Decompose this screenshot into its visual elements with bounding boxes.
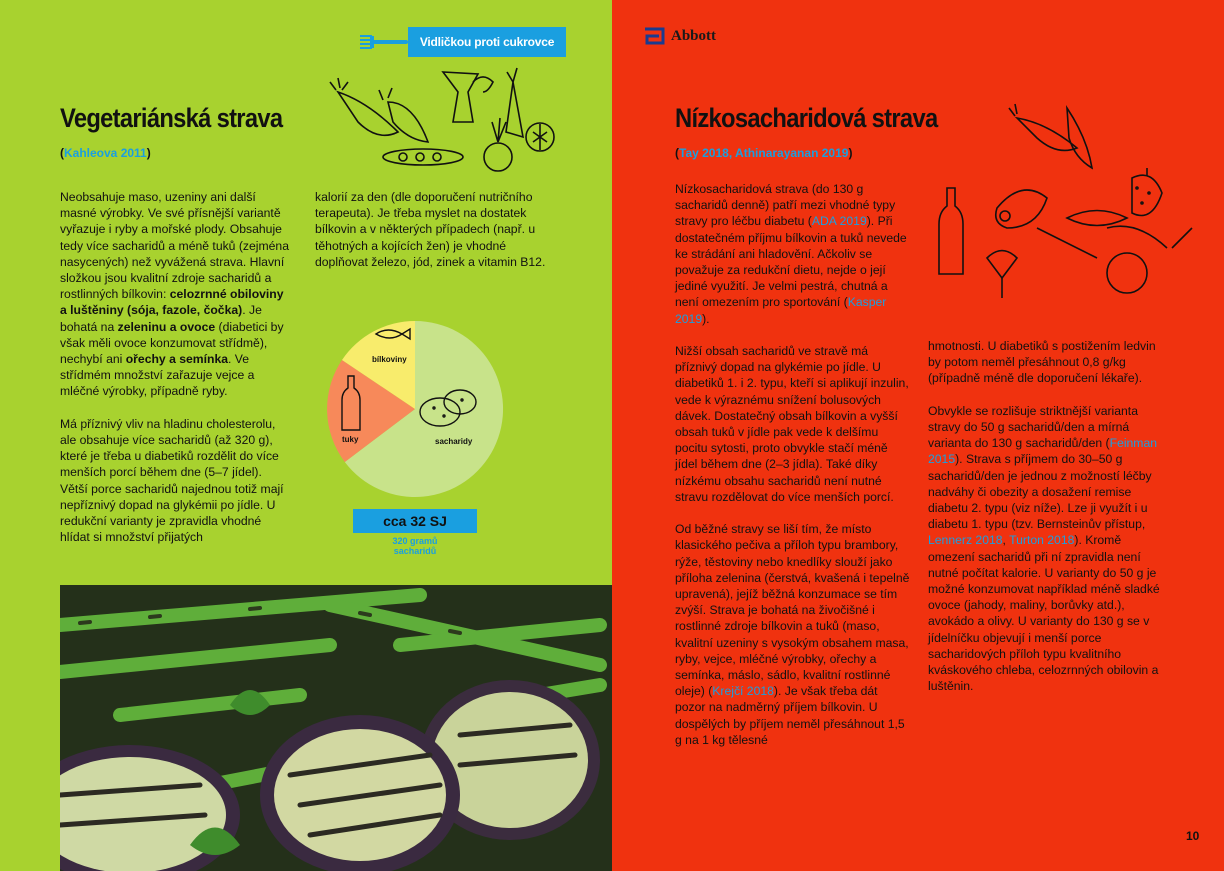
paragraph [928,403,1166,695]
carbs-note-line: 320 gramů [392,536,438,546]
paragraph: hmotnosti. U diabetiků s postižením ledvin by potom neměl přesáhnout 0,8 g/kg (případně méně dle doporučení lékaře). [928,339,1156,386]
text-span: ). Při dostatečném příjmu bílkovin a tuků nevede ke strádání ani hladovění. Ačkoliv se považuje za redukční dietu, nejde o její jediné využití. Je velmi pestrá, chutná a není omezením pro sportování ( [675,214,907,310]
right-column-1 [675,181,911,764]
text-span: . Ve střídmém množství zařazuje vejce a mléčné výrobky, případně ryby. [60,352,255,399]
section-reference [60,146,151,160]
ref-open: ( [60,146,64,160]
citation-link[interactable]: Turton 2018 [1009,533,1075,548]
page-number: 10 [1186,829,1200,843]
ref-close: ) [146,146,151,160]
citation-link[interactable]: Lennerz 2018 [928,533,1003,548]
paragraph: Nižší obsah sacharidů ve stravě má příznivý dopad na glykémie po jídle. U diabetiků 1. i 2. typu, kteří si aplikují inzulin, vede k výraznému snížení bolusových dávek. Dostatečný obsah bílkovin a vyšší obsah tuků v jídle pak vede k delšímu pocitu sytosti, proto obvykle stačí méně jídel během dne (2–3 jídla). Také díky nízkému obsahu sacharidů není nutné stravu rozdělovat do více menších porcí. [675,344,909,504]
citation-link[interactable]: Feinman 2015 [928,436,1158,467]
text-span: . Je bohatá na [60,303,262,334]
energy-badge: cca 32 SJ [353,509,477,533]
section-title: Nízkosacharidová strava [675,103,938,133]
text-span: Nízkosacharidová strava (do 130 g sacharidů denně) patří mezi vhodné typy stravy pro léčbu diabetu ( [675,182,896,229]
text-span: Obvykle se rozlišuje striktnější varianta stravy do 50 g sacharidů/den a mírná varianta do 130 g sacharidů/den ( [928,403,1138,451]
citation-link[interactable]: ADA 2019 [811,214,867,229]
right-column-2 [928,338,1166,711]
text-span: ). Kromě omezení sacharidů při ní zpravidla není nutné počítat kalorie. U varianty do 50 g je možné konzumovat například méně sladké ovoce (jahody, maliny, borůvky atd.), avokádo a olivy. U varianty do 130 g se v jídelníčku objevují i menší porce sacharidových příloh typu kvalitního kváskového chleba, celozrnných obilovin a luštěnin. [928,533,1160,694]
abbott-logo-icon [643,27,667,45]
ref-open: ( [675,146,679,160]
vegetables-illustration [328,62,558,172]
carbs-note-line: sacharidů [393,546,437,556]
reference-link[interactable]: Kahleova 2011 [64,146,147,160]
text-span: ). [702,311,710,326]
paragraph: Má příznivý vliv na hladinu cholesterolu, ale obsahuje více sacharidů (až 320 g), které je třeba u diabetiků rozdělit do více menších porcí během dne (5–7 jídel). Větší porce sacharidů najednou totiž mají nepříznivý dopad na glykémii po jídle. U redukční varianty je zpravidla vhodné hlídat si množství přijatých [60,416,284,545]
macronutrient-pie-chart [322,316,508,502]
brand-logo [643,27,716,45]
text-span: (diabetici by však měli ovoce konzumovat střídmě), nechybí ani [60,319,284,367]
citation-link[interactable]: Krejčí 2018 [712,684,774,699]
pie-label-proteins: bílkoviny [372,355,407,364]
text-span: ). Je však třeba dát pozor na nadměrný příjem bílkovin. U dospělých by příjem neměl přesáhnout 1,5 g na 1 kg tělesné [675,684,905,747]
paragraph [60,189,292,400]
left-column-1 [60,189,292,562]
food-illustration [937,98,1217,308]
fork-icon [358,34,410,50]
page-margin [0,585,60,871]
paragraph: kalorií za den (dle doporučení nutričního terapeuta). Je třeba myslet na dostatek bílkovin a v některých případech (např. u těhotných a kojících žen) je vhodné doplňovat železo, jód, zinek a vitamin B12. [315,190,546,269]
brand-name: Abbott [671,27,717,44]
citation-link[interactable]: Kasper 2019 [675,295,887,326]
section-reference [675,146,852,160]
paragraph [675,181,911,327]
text-span: Od běžné stravy se liší tím, že místo klasického pečiva a příloh typu brambory, rýže, těstoviny nebo knedlíky slouží jako příloha zelenina (čerstvá, kvašená i tepelně upravená), jejíž běžná konzumace se tím zvýší. Strava je bohatá na živočišné i rostlinné zdroje bílkovin a tuků (maso, kvalitní uzeniny s vysokým obsahem masa, ryby, vejce, mléčné výrobky, ořechy a semínka, máslo, sádlo, kvalitní rostlinné oleje) ( [675,522,910,699]
text-span: , [1002,533,1010,548]
pie-label-carbs: sacharidy [435,437,473,446]
carbs-note [353,536,477,556]
ref-close: ) [848,146,853,160]
bold-span: celozrnné obiloviny a luštěniny (sója, fazole, čočka) [60,287,284,318]
text-span: Neobsahuje maso, uzeniny ani další masné výrobky. Ve své přísnější variantě vyřazuje i ryby a mořské plody. Obsahuje tedy více sacharidů a méně tuků (zejména nasycených) než vyvážená strava. Hlavní složkou jsou kvalitní zdroje sacharidů a rostlinných bílkovin: [60,190,289,302]
section-title: Vegetariánská strava [60,103,283,133]
right-page [612,0,1224,871]
bold-span: ořechy a semínka [125,352,229,367]
text-span: ). Strava s příjmem do 30–50 g sacharidů/den je jednou z možností léčby nadváhy či obezity a dosažení remise diabetu 2. typu (viz níže). Lze ji využít i u diabetu 1. typu (tzv. Bernsteinův přístup, [928,452,1152,532]
paragraph [675,521,911,748]
pie-label-fats: tuky [342,435,359,444]
bold-span: zeleninu a ovoce [117,319,216,334]
series-tagline: Vidličkou proti cukrovce [408,27,566,57]
left-column-2 [315,189,555,286]
reference-link[interactable]: Tay 2018, Athinarayanan 2019 [679,146,849,160]
grilled-vegetables-photo [0,585,612,871]
